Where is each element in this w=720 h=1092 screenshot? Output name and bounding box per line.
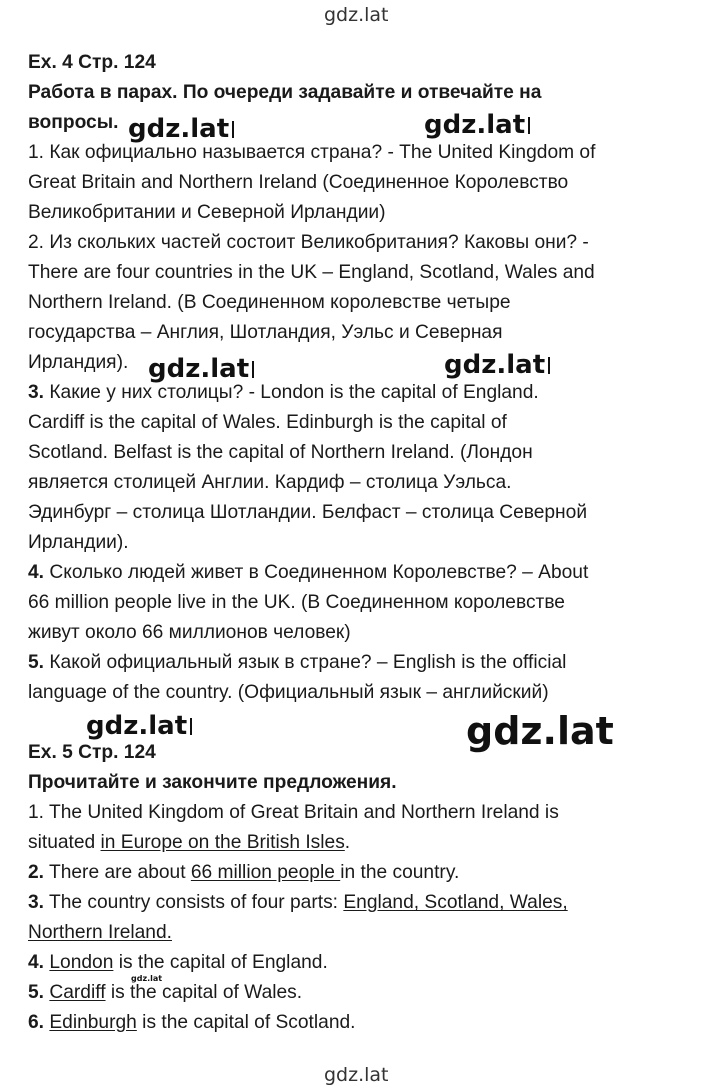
ex5-s5-number: 5. xyxy=(28,982,45,1003)
ex4-q4-line xyxy=(28,558,708,588)
watermark-tiny: gdz.lat xyxy=(131,974,163,983)
ex5-s1-text: . xyxy=(344,832,351,853)
ex5-s2-line xyxy=(28,858,708,888)
ex4-q3-line: Cardiff is the capital of Wales. Edinburgh is the capital of xyxy=(28,412,507,433)
ex4-q5-line: language of the country. (Официальный язык – английский) xyxy=(28,682,549,703)
ex5-s1-line: 1. The United Kingdom of Great Britain and Northern Ireland is xyxy=(28,802,559,823)
ex4-task: вопросы. xyxy=(28,112,119,133)
watermark-top: gdz.lat xyxy=(324,4,389,26)
ex5-s1-line xyxy=(28,828,708,858)
ex5-s6-text: is the capital of Scotland. xyxy=(136,1012,356,1033)
document-body xyxy=(28,48,708,1038)
ex4-q3-line: Ирландии). xyxy=(28,532,129,553)
ex5-s5-answer: Cardiff xyxy=(49,982,106,1003)
ex5-s3-text: The country consists of four parts: xyxy=(44,892,344,913)
spacer xyxy=(28,708,708,738)
ex4-q5-text: Какой официальный язык в стране? – English is the official xyxy=(44,652,567,673)
ex4-q5-number: 5. xyxy=(28,652,45,673)
watermark-text: gdz.lat xyxy=(444,350,546,380)
ex5-s6-number: 6. xyxy=(28,1012,45,1033)
ex5-s3-line xyxy=(28,888,708,918)
ex4-q3-line: является столицей Англии. Кардиф – столица Уэльса. xyxy=(28,472,512,493)
ex5-s4-answer: London xyxy=(49,952,114,973)
ex5-s1-text: situated xyxy=(28,832,101,853)
watermark-text: gdz.lat xyxy=(86,711,188,741)
ex5-s3-answer: Northern Ireland. xyxy=(28,922,172,943)
ex4-q1-line: Great Britain and Northern Ireland (Соединенное Королевство xyxy=(28,172,569,193)
ex4-q3-line xyxy=(28,378,708,408)
ex5-heading: Ex. 5 Стр. 124 xyxy=(28,742,156,763)
ex5-s4-text: is the capital of England. xyxy=(113,952,328,973)
ex4-q4-line: живут около 66 миллионов человек) xyxy=(28,622,351,643)
ex4-q3-line: Эдинбург – столица Шотландии. Белфаст – столица Северной xyxy=(28,502,588,523)
watermark-text: gdz.lat xyxy=(424,110,526,140)
watermark-text: gdz.lat xyxy=(128,114,230,144)
ex5-s6-answer: Edinburgh xyxy=(49,1012,137,1033)
ex4-q2-line: Northern Ireland. (В Соединенном королевстве четыре xyxy=(28,292,511,313)
watermark-large: gdz.lat xyxy=(466,709,614,753)
ex4-q1-line: Великобритании и Северной Ирландии) xyxy=(28,202,386,223)
ex4-q5-line xyxy=(28,648,708,678)
ex4-heading: Ex. 4 Стр. 124 xyxy=(28,52,156,73)
ex4-q3-number: 3. xyxy=(28,382,45,403)
ex4-q2-line: There are four countries in the UK – England, Scotland, Wales and xyxy=(28,262,595,283)
ex5-s2-answer: 66 million people xyxy=(190,862,341,883)
ex5-s5-line xyxy=(28,978,708,1008)
ex4-q4-number: 4. xyxy=(28,562,45,583)
watermark-text: gdz.lat xyxy=(148,354,250,384)
ex5-s6-line xyxy=(28,1008,708,1038)
ex5-s5-text: is the capital of Wales. xyxy=(105,982,303,1003)
ex5-s2-text: in the country. xyxy=(340,862,460,883)
ex4-q2-line: 2. Из скольких частей состоит Великобритания? Каковы они? - xyxy=(28,232,589,253)
watermark-bottom: gdz.lat xyxy=(324,1064,389,1086)
ex4-q3-line: Scotland. Belfast is the capital of Northern Ireland. (Лондон xyxy=(28,442,533,463)
ex4-q2-line: государства – Англия, Шотландия, Уэльс и Северная xyxy=(28,322,503,343)
ex5-task: Прочитайте и закончите предложения. xyxy=(28,772,397,793)
ex5-s4-line xyxy=(28,948,708,978)
ex4-q4-line: 66 million people live in the UK. (В Соединенном королевстве xyxy=(28,592,565,613)
ex5-s4-number: 4. xyxy=(28,952,45,973)
ex5-s3-answer: England, Scotland, Wales, xyxy=(343,892,568,913)
ex4-task: Работа в парах. По очереди задавайте и отвечайте на xyxy=(28,82,542,103)
ex4-q2-line: Ирландия). xyxy=(28,352,129,373)
ex4-q3-text: Какие у них столицы? - London is the capital of England. xyxy=(44,382,539,403)
ex4-q4-text: Сколько людей живет в Соединенном Королевстве? – About xyxy=(44,562,589,583)
ex5-s1-answer: in Europe on the British Isles xyxy=(100,832,345,853)
ex5-s2-number: 2. xyxy=(28,862,45,883)
ex5-s2-text: There are about xyxy=(44,862,191,883)
ex5-s3-line xyxy=(28,918,708,948)
ex4-q1-line: 1. Как официально называется страна? - The United Kingdom of xyxy=(28,142,596,163)
ex5-s3-number: 3. xyxy=(28,892,45,913)
